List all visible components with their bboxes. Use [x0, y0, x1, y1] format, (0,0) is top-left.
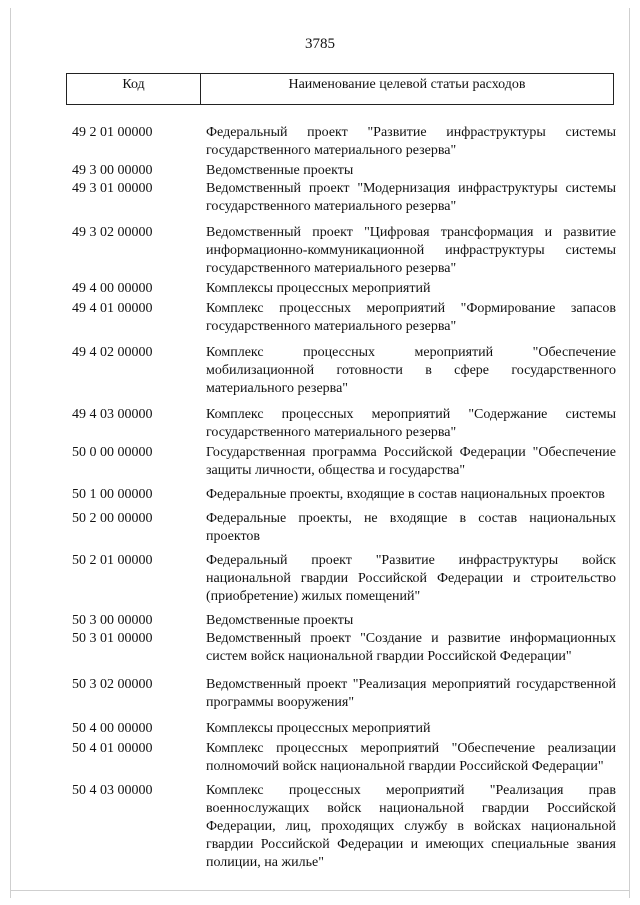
row-name: Ведомственные проекты	[206, 613, 354, 628]
row-name: Комплекс процессных мероприятий "Обеспечение реализации полномочий войск национальной гвардии Российской Федерации"	[206, 741, 616, 774]
row-name: Федеральный проект "Развитие инфраструктуры войск национальной гвардии Российской Федерации и строительство (приобретение) жилых помещений"	[206, 553, 616, 604]
table-row	[66, 162, 616, 180]
row-name: Государственная программа Российской Федерации "Обеспечение защиты личности, общества и государства"	[206, 445, 616, 478]
row-code: 49 4 03 00000	[72, 407, 153, 422]
row-code: 50 4 00 00000	[72, 721, 153, 736]
row-code: 49 3 02 00000	[72, 225, 153, 240]
table-row	[66, 740, 616, 776]
table-row	[66, 612, 616, 630]
table-row	[66, 280, 616, 298]
table-row	[66, 444, 616, 480]
table-row	[66, 224, 616, 278]
row-code: 50 2 01 00000	[72, 553, 153, 568]
row-name: Комплекс процессных мероприятий "Формирование запасов государственного материального резерва"	[206, 301, 616, 334]
page-bottom-edge	[10, 890, 630, 891]
row-code: 50 3 02 00000	[72, 677, 153, 692]
row-name: Федеральные проекты, входящие в состав национальных проектов	[206, 487, 605, 502]
header-name: Наименование целевой статьи расходов	[288, 77, 526, 92]
table-row	[66, 720, 616, 738]
budget-item-list	[66, 124, 616, 872]
row-name: Ведомственный проект "Цифровая трансформация и развитие информационно-коммуникационной инфраструктуры системы государственного материального резерва"	[206, 225, 616, 276]
row-code: 50 3 01 00000	[72, 631, 153, 646]
row-name: Ведомственный проект "Создание и развитие информационных систем войск национальной гвардии Российской Федерации"	[206, 631, 616, 664]
table-row	[66, 552, 616, 606]
row-code: 50 4 01 00000	[72, 741, 153, 756]
table-row	[66, 124, 616, 160]
row-code: 50 1 00 00000	[72, 487, 153, 502]
table-row	[66, 344, 616, 398]
row-code: 49 3 01 00000	[72, 181, 153, 196]
table-row	[66, 406, 616, 442]
row-name: Комплекс процессных мероприятий "Обеспечение мобилизационной готовности в сфере государственного материального резерва"	[206, 345, 616, 396]
row-name: Ведомственный проект "Реализация мероприятий государственной программы вооружения"	[206, 677, 616, 710]
row-code: 50 4 03 00000	[72, 783, 153, 798]
row-name: Комплексы процессных мероприятий	[206, 281, 431, 296]
table-row	[66, 630, 616, 666]
table-row	[66, 676, 616, 712]
table-row	[66, 510, 616, 546]
row-code: 49 3 00 00000	[72, 163, 153, 178]
row-name: Федеральный проект "Развитие инфраструктуры системы государственного материального резерва"	[206, 125, 616, 158]
row-code: 49 2 01 00000	[72, 125, 153, 140]
row-name: Комплексы процессных мероприятий	[206, 721, 431, 736]
row-code: 50 2 00 00000	[72, 511, 153, 526]
row-code: 50 0 00 00000	[72, 445, 153, 460]
table-row	[66, 300, 616, 336]
row-code: 49 4 00 00000	[72, 281, 153, 296]
row-name: Ведомственные проекты	[206, 163, 354, 178]
table-header	[66, 73, 614, 105]
table-row	[66, 782, 616, 872]
row-code: 49 4 02 00000	[72, 345, 153, 360]
row-name: Ведомственный проект "Модернизация инфраструктуры системы государственного материального резерва"	[206, 181, 616, 214]
table-row	[66, 180, 616, 216]
row-name: Комплекс процессных мероприятий "Содержание системы государственного материального резерва"	[206, 407, 616, 440]
row-name: Федеральные проекты, не входящие в состав национальных проектов	[206, 511, 616, 544]
table-row	[66, 486, 616, 504]
row-name: Комплекс процессных мероприятий "Реализация прав военнослужащих войск национальной гвардии Российской Федерации, лиц, проходящих службу в войсках национальной гвардии Российской Федерации и имеющих специальные звания полиции, на жилье"	[206, 783, 616, 870]
header-code: Код	[67, 74, 201, 104]
row-code: 49 4 01 00000	[72, 301, 153, 316]
page-number: 3785	[305, 36, 335, 52]
row-code: 50 3 00 00000	[72, 613, 153, 628]
